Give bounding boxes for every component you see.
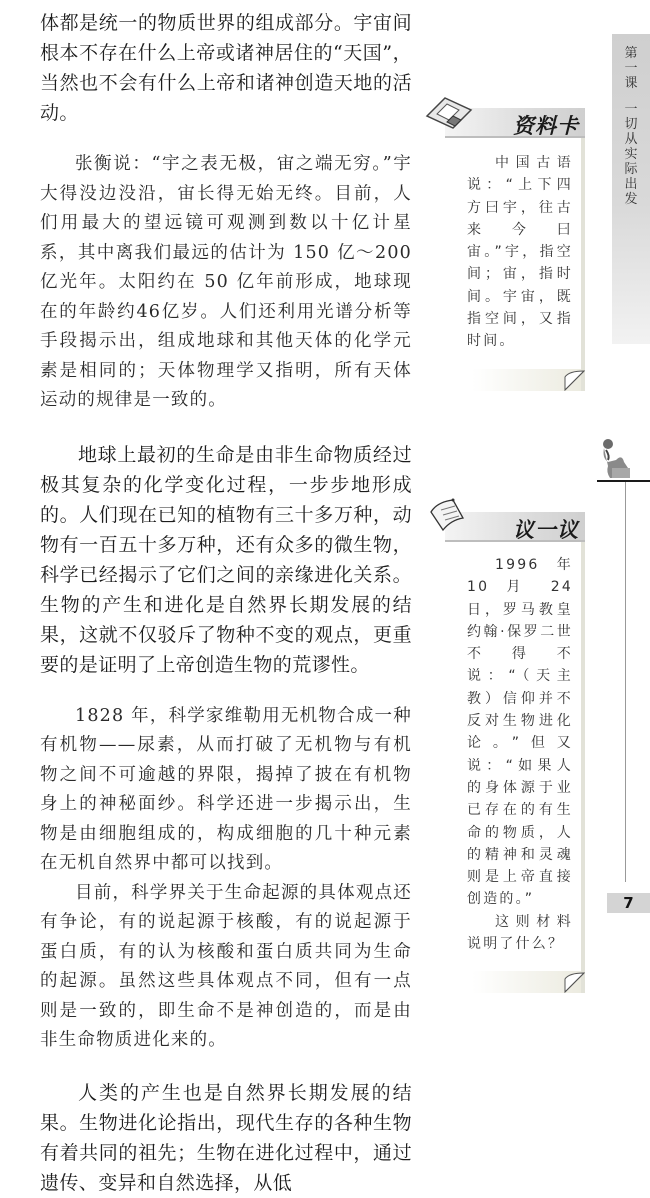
paper-scroll-icon	[423, 498, 475, 536]
info-card-text: 中国古语说：“上下四方曰宇，往古来今曰宙。”宇，指空间；宙，指时间。宇宙，既指空间，又指时间。	[467, 155, 573, 350]
paragraph-2-zhangheng: 张衡说：“宇之表无极，宙之端无穷。”宇大得没边没沿，宙长得无始无终。目前，人们用最大的望远镜可观测到数以十亿计星系，其中离我们最远的估计为 150 亿～200 亿光年。太阳约在 50 亿年前形成，地球现在的年龄约46亿岁。人们还利用光谱分析等手段揭示出，组成地球和其他天体的化学元素是相同的；天体物理学又指明，所有天体运动的规律是一致的。	[40, 154, 412, 410]
page-curl-icon	[563, 369, 585, 391]
discuss-card-question: 这则材料说明了什么？	[467, 913, 573, 953]
discuss-card	[445, 512, 585, 993]
section-divider	[597, 480, 650, 482]
info-card-header	[445, 108, 585, 138]
info-card	[445, 108, 585, 391]
paragraph-1: 体都是统一的物质世界的组成部分。宇宙间根本不存在什么上帝或诸神居住的“天国”，当然也不会有什么上帝和诸神创造天地的活动。	[40, 12, 412, 124]
margin-rule	[625, 482, 626, 882]
paragraph-3-life-origin: 地球上最初的生命是由非生命物质经过极其复杂的化学变化过程，一步步地形成的。人们现在已知的植物有三十多万种，动物有一百五十多万种，还有众多的微生物，科学已经揭示了它们之间的亲缘进化关系。生物的产生和进化是自然界长期发展的结果，这就不仅驳斥了物种不变的观点，更重要的是证明了上帝创造生物的荒谬性。	[40, 443, 412, 676]
paragraph-5-debate: 目前，科学界关于生命起源的具体观点还有争论，有的说起源于核酸，有的说起源于蛋白质，有的认为核酸和蛋白质共同为生命的起源。虽然这些具体观点不同，但有一点则是一致的，即生命不是神创造的，而是由非生命物质进化来的。	[40, 882, 412, 1050]
discuss-card-text: 1996 年 10 月 24日，罗马教皇约翰·保罗二世不得不说：“（天主教）信仰并不反对生物进化论。”但又说：“如果人的身体源于业已存在的有生命的物质，人的精神和灵魂则是上帝直接创造的。”	[467, 557, 573, 908]
discuss-card-footer	[445, 971, 585, 993]
paragraph-4-wohler: 1828 年，科学家维勒用无机物合成一种有机物——尿素，从而打破了无机物与有机物之间不可逾越的界限，揭掉了披在有机物身上的神秘面纱。科学还进一步揭示出，生物是由细胞组成的，构成细胞的几十种元素在无机自然界中都可以找到。	[40, 705, 412, 873]
main-text-column	[40, 8, 412, 1198]
page-curl-icon	[563, 971, 585, 993]
discuss-card-title: 议一议	[513, 518, 579, 542]
discuss-card-body	[445, 542, 585, 971]
page-number: 7	[607, 893, 650, 913]
lesson-title: 一切从实际出发	[624, 102, 638, 207]
discuss-card-header	[445, 512, 585, 542]
paragraph-6-human-evolution: 人类的产生也是自然界长期发展的结果。生物进化论指出，现代生存的各种生物有着共同的祖先；生物在进化过程中，通过遗传、变异和自然选择，从低	[40, 1081, 412, 1194]
info-card-body	[445, 138, 585, 369]
thinker-statue-icon	[598, 438, 634, 480]
lesson-label: 第一课	[624, 46, 638, 91]
info-card-footer	[445, 369, 585, 391]
info-card-title: 资料卡	[513, 114, 579, 138]
floppy-disk-icon	[423, 94, 475, 132]
chapter-side-tab	[612, 34, 650, 344]
